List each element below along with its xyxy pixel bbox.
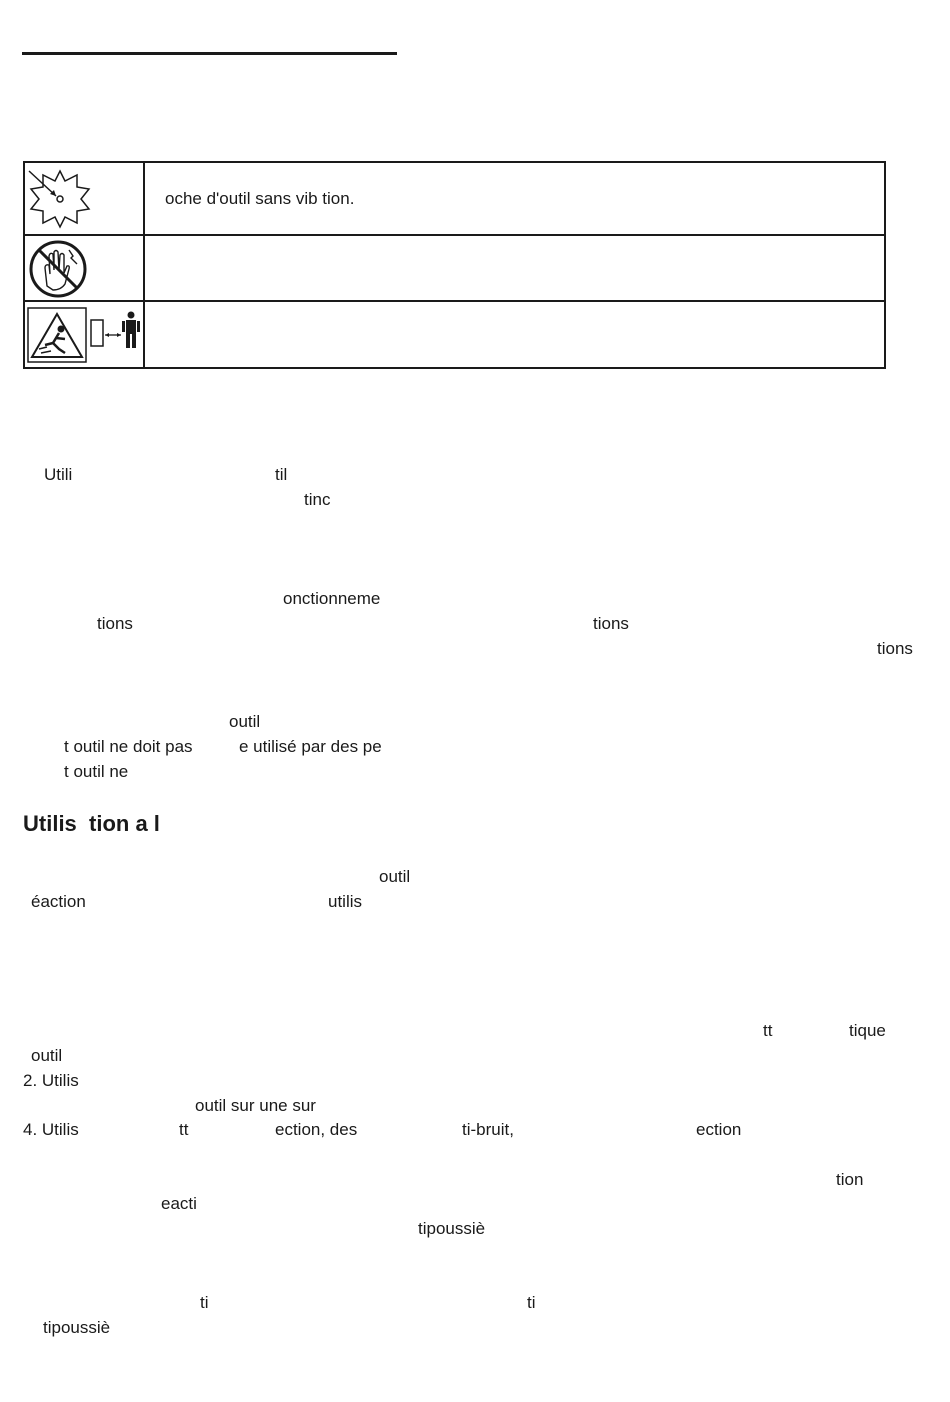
text-fragment: tipoussiè (43, 1318, 111, 1337)
symbol-icon-cell (24, 162, 144, 235)
text-fragment: t outil ne (64, 762, 129, 781)
text-fragment: t outil ne doit pas (64, 737, 193, 756)
text-fragment: ection (696, 1120, 742, 1139)
text-fragment: onctionneme (283, 589, 381, 608)
text-fragment: tinc (304, 490, 331, 509)
text-fragment: outil (229, 712, 261, 731)
text-fragment: 4. Utilis (23, 1120, 79, 1139)
section-heading: Utilis tion a l (23, 811, 160, 836)
text-fragment: outil (31, 1046, 63, 1065)
text-fragment: tipoussiè (418, 1219, 486, 1238)
text-fragment: ti (200, 1293, 209, 1312)
saw-blade-icon (25, 167, 95, 231)
text-fragment: tt (763, 1021, 773, 1040)
symbol-text: oche d'outil sans vib tion. (144, 162, 885, 235)
text-fragment: eacti (161, 1194, 197, 1213)
text-fragment: ti-bruit, (462, 1120, 514, 1139)
text-fragment: Utili (44, 465, 73, 484)
text-fragment: utilis (328, 892, 363, 911)
header-rule (22, 52, 397, 55)
symbol-row (24, 301, 885, 368)
symbol-icon-cell (24, 301, 144, 368)
warning-bystander-distance-icon (25, 305, 143, 365)
no-hand-icon (25, 238, 95, 298)
text-fragment: e utilisé par des pe (239, 737, 382, 756)
symbol-text (144, 301, 885, 368)
text-fragment: til (275, 465, 288, 484)
text-fragment: tt (179, 1120, 189, 1139)
symbol-row (24, 162, 885, 235)
text-fragment: tion (836, 1170, 864, 1189)
text-fragment: tions (593, 614, 629, 633)
text-fragment: outil sur une sur (195, 1096, 316, 1115)
text-fragment: outil (379, 867, 411, 886)
symbol-table (23, 161, 886, 369)
symbol-text (144, 235, 885, 301)
text-fragment: ti (527, 1293, 536, 1312)
text-fragment: 2. Utilis (23, 1071, 79, 1090)
text-fragment: tique (849, 1021, 886, 1040)
text-fragment: éaction (31, 892, 86, 911)
text-fragment: tions (877, 639, 913, 658)
symbol-row (24, 235, 885, 301)
text-fragment: ection, des (275, 1120, 358, 1139)
text-fragment: tions (97, 614, 133, 633)
symbol-icon-cell (24, 235, 144, 301)
